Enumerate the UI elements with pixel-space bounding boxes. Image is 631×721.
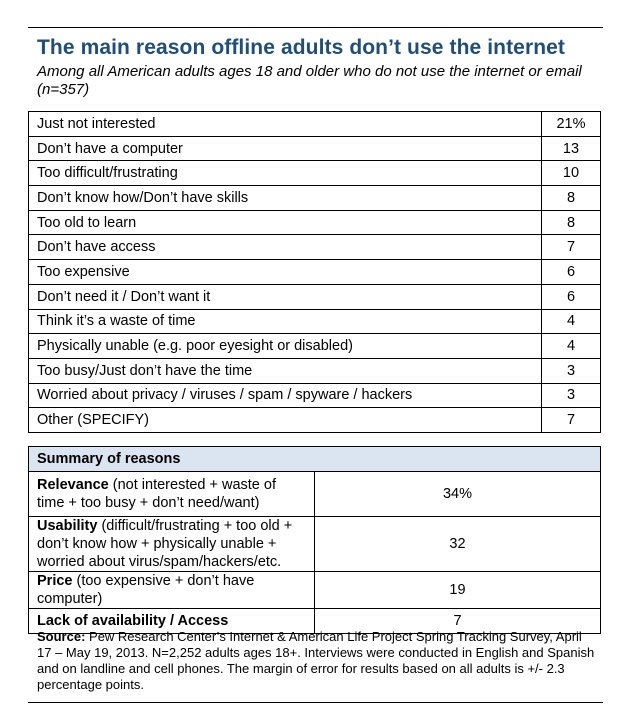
table-row bbox=[29, 186, 601, 211]
reason-value: 6 bbox=[542, 284, 601, 309]
summary-detail: (difficult/frustrating + too old + don’t know how + physically unable + worried about virus/spam/hackers/etc. bbox=[37, 518, 293, 570]
table-row bbox=[29, 517, 601, 572]
reason-label: Don’t have access bbox=[29, 235, 542, 260]
summary-value: 7 bbox=[315, 609, 601, 634]
reason-value: 10 bbox=[542, 161, 601, 186]
table-row bbox=[29, 235, 601, 260]
reason-value: 13 bbox=[542, 136, 601, 161]
table-row bbox=[29, 408, 601, 433]
table-row bbox=[29, 309, 601, 334]
reason-value: 4 bbox=[542, 334, 601, 359]
reason-label: Too old to learn bbox=[29, 210, 542, 235]
reason-value: 3 bbox=[542, 358, 601, 383]
table-row bbox=[29, 210, 601, 235]
summary-value: 34% bbox=[315, 472, 601, 517]
summary-name: Relevance bbox=[37, 477, 109, 493]
summary-name: Price bbox=[37, 573, 73, 589]
reason-label: Don’t need it / Don’t want it bbox=[29, 284, 542, 309]
reason-value: 4 bbox=[542, 309, 601, 334]
reason-label: Worried about privacy / viruses / spam / spyware / hackers bbox=[29, 383, 542, 408]
reason-value: 7 bbox=[542, 235, 601, 260]
table-row bbox=[29, 284, 601, 309]
table-row bbox=[29, 358, 601, 383]
summary-value: 32 bbox=[315, 517, 601, 572]
page-subtitle: Among all American adults ages 18 and older who do not use the internet or email (n=357) bbox=[37, 63, 582, 98]
reason-label: Other (SPECIFY) bbox=[29, 408, 542, 433]
reason-value: 6 bbox=[542, 260, 601, 285]
summary-detail: (too expensive + don’t have computer) bbox=[37, 573, 255, 607]
reason-value: 3 bbox=[542, 383, 601, 408]
reason-label: Think it’s a waste of time bbox=[29, 309, 542, 334]
table-row bbox=[29, 136, 601, 161]
summary-name: Lack of availability / Access bbox=[37, 613, 229, 629]
reason-value: 8 bbox=[542, 186, 601, 211]
summary-table bbox=[28, 446, 601, 634]
reasons-table bbox=[28, 111, 601, 433]
top-rule bbox=[28, 27, 603, 28]
summary-name: Usability bbox=[37, 518, 98, 534]
source-label: Source: bbox=[37, 629, 86, 644]
bottom-rule bbox=[28, 702, 603, 703]
table-row bbox=[29, 334, 601, 359]
table-row bbox=[29, 383, 601, 408]
summary-value: 19 bbox=[315, 572, 601, 609]
reason-value: 21% bbox=[542, 112, 601, 137]
table-row bbox=[29, 572, 601, 609]
source-text: Pew Research Center’s Internet & American Life Project Spring Tracking Survey, April 17 – May 19, 2013. N=2,252 adults ages 18+. Interviews were conducted in English and Spanish and on landline and cell phones. The margin of error for results based on all adults is +/- 2.3 percentage points. bbox=[37, 629, 595, 692]
table-row bbox=[29, 472, 601, 517]
reason-value: 8 bbox=[542, 210, 601, 235]
summary-detail: (not interested + waste of time + too busy + don’t need/want) bbox=[37, 477, 276, 511]
reason-label: Just not interested bbox=[29, 112, 542, 137]
summary-label bbox=[29, 472, 315, 517]
reason-value: 7 bbox=[542, 408, 601, 433]
reason-label: Physically unable (e.g. poor eyesight or disabled) bbox=[29, 334, 542, 359]
summary-header: Summary of reasons bbox=[29, 447, 601, 472]
source-note bbox=[37, 629, 597, 693]
reason-label: Don’t have a computer bbox=[29, 136, 542, 161]
table-row bbox=[29, 112, 601, 137]
reason-label: Too expensive bbox=[29, 260, 542, 285]
table-row bbox=[29, 161, 601, 186]
table-row bbox=[29, 260, 601, 285]
page-title: The main reason offline adults don’t use the internet bbox=[37, 36, 566, 59]
summary-label bbox=[29, 517, 315, 572]
summary-header-row bbox=[29, 447, 601, 472]
reason-label: Too difficult/frustrating bbox=[29, 161, 542, 186]
summary-label bbox=[29, 572, 315, 609]
reason-label: Too busy/Just don’t have the time bbox=[29, 358, 542, 383]
reason-label: Don’t know how/Don’t have skills bbox=[29, 186, 542, 211]
